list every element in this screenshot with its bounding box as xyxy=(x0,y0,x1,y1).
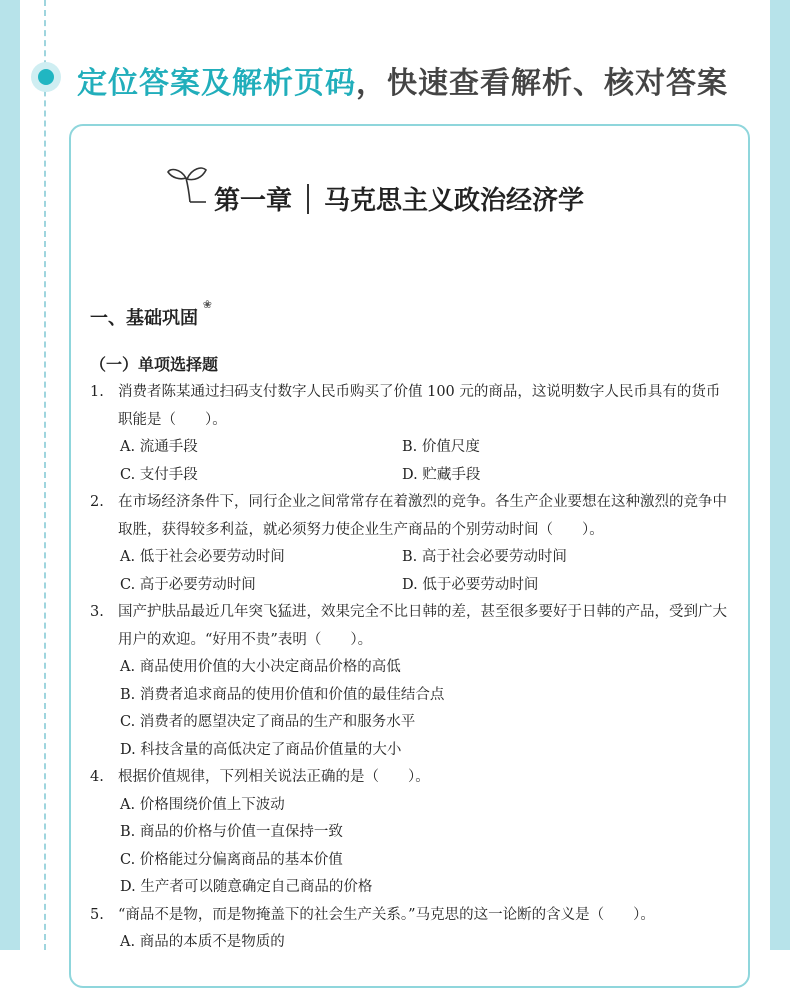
option-a: A. 商品使用价值的大小决定商品价格的高低 xyxy=(120,659,401,675)
option-grid xyxy=(120,434,728,489)
option-a: A. 价格围绕价值上下波动 xyxy=(120,796,285,813)
question-number: 5. xyxy=(90,906,104,923)
option-a: A. 低于社会必要劳动时间 xyxy=(120,549,285,565)
chapter-number: 第一章 xyxy=(214,186,293,216)
question-text: 根据价值规律，下列相关说法正确的是（ ）。 xyxy=(118,769,430,785)
option-c: C. 高于必要劳动时间 xyxy=(120,576,256,593)
option-list xyxy=(120,792,728,902)
option-d: D. 科技含量的高低决定了商品价值量的大小 xyxy=(120,741,402,758)
section-heading xyxy=(90,298,212,330)
headline-bullet-icon xyxy=(31,62,61,92)
option-c: C. 支付手段 xyxy=(120,466,198,483)
left-side-strip xyxy=(0,0,20,950)
subsection-heading: （一）单项选择题 xyxy=(90,355,219,374)
dashed-guide-line xyxy=(44,0,46,950)
question-number: 2. xyxy=(90,494,104,510)
page-headline xyxy=(77,58,728,102)
question-stem xyxy=(90,489,728,544)
question-1 xyxy=(90,379,728,489)
headline-accent: 定位答案及解析页码 xyxy=(77,66,356,101)
option-c: C. 价格能过分偏离商品的基本价值 xyxy=(120,851,343,868)
right-side-strip xyxy=(770,0,790,950)
question-number: 4. xyxy=(90,769,104,785)
question-text: “商品不是物，而是物掩盖下的社会生产关系。”马克思的这一论断的含义是（ ）。 xyxy=(118,906,655,923)
option-list xyxy=(120,929,728,957)
question-text: 消费者陈某通过扫码支付数字人民币购买了价值 100 元的商品，这说明数字人民币具有的货币职能是（ ）。 xyxy=(118,384,721,428)
question-list xyxy=(90,379,728,957)
question-text: 在市场经济条件下，同行企业之间常常存在着激烈的竞争。各生产企业要想在这种激烈的竞争中取胜，获得较多利益，就必须努力使企业生产商品的个别劳动时间（ ）。 xyxy=(118,494,727,538)
question-5 xyxy=(90,902,728,957)
chapter-heading xyxy=(214,180,584,217)
question-stem xyxy=(90,599,728,654)
option-b: B. 价值尺度 xyxy=(402,439,480,455)
option-b: B. 商品的价格与价值一直保持一致 xyxy=(120,824,343,840)
question-stem xyxy=(90,764,728,792)
option-list xyxy=(120,654,728,764)
chapter-title: 马克思主义政治经济学 xyxy=(324,186,585,216)
option-a: A. 商品的本质不是物质的 xyxy=(120,934,285,950)
option-b: B. 高于社会必要劳动时间 xyxy=(402,549,567,565)
sprout-icon xyxy=(166,164,210,204)
question-number: 3. xyxy=(90,604,104,620)
flower-mark-icon: ❀ xyxy=(202,298,212,311)
option-d: D. 生产者可以随意确定自己商品的价格 xyxy=(120,879,373,895)
option-d: D. 贮藏手段 xyxy=(402,466,481,483)
option-d: D. 低于必要劳动时间 xyxy=(402,576,539,593)
option-c: C. 消费者的愿望决定了商品的生产和服务水平 xyxy=(120,714,416,730)
option-b: B. 消费者追求商品的使用价值和价值的最佳结合点 xyxy=(120,686,445,703)
question-2 xyxy=(90,489,728,599)
chapter-separator xyxy=(307,184,309,214)
section-title: 一、基础巩固 xyxy=(90,308,198,329)
option-grid xyxy=(120,544,728,599)
question-number: 1. xyxy=(90,384,104,400)
question-4 xyxy=(90,764,728,902)
option-a: A. 流通手段 xyxy=(120,439,198,455)
question-stem xyxy=(90,379,728,434)
question-3 xyxy=(90,599,728,764)
headline-rest: ，快速查看解析、核对答案 xyxy=(356,66,728,101)
question-stem xyxy=(90,902,728,930)
question-text: 国产护肤品最近几年突飞猛进，效果完全不比日韩的差，甚至很多要好于日韩的产品，受到广大用户的欢迎。“好用不贵”表明（ ）。 xyxy=(118,604,727,648)
